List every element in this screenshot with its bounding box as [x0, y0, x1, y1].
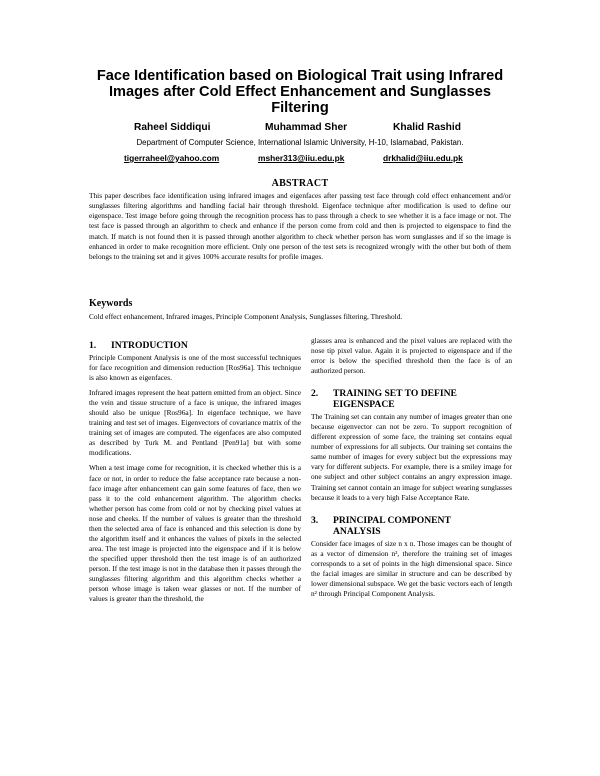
title-line: Face Identification based on Biological Trait using Infrared: [96, 68, 504, 84]
section-heading: [311, 515, 512, 537]
section-number: 3.: [311, 514, 319, 526]
paragraph: Principle Component Analysis is one of the most successful techniques for face recognition and dimension reduction [Ros96a]. This technique is also known as eigenfaces.: [89, 353, 301, 383]
abstract-heading: ABSTRACT: [271, 178, 329, 189]
paragraph: glasses area is enhanced and the pixel values are replaced with the nose tip pixel value. Again it is projected to eigenspace and if the error is below the specified threshold then the face is of an authorized person.: [311, 336, 512, 376]
section-heading: [311, 388, 512, 410]
abstract-text: This paper describes face identification using infrared images and eigenfaces after passing test face through cold effect enhancement and/or sunglasses filtering algorithms and handling facial hair through threshold. Eigenface technique after modification is used to define our eigenspace. Test image before going through the recognition process has to pass through a check to see whether it is a face image or not. The test face is passed through an algorithm to check and enhance if the person come from cold and then is projected to eigenspace to find the match. If match is not found then it is passed through another algorithm to check whether person has worn sunglasses and if so the image is enhanced in order to make recognition more efficient. Only one person of the test sets is recognized wrongly with the other but both of them belongs to the training set and it gives 100% accurate results for profile images.: [89, 191, 511, 261]
author-name: Khalid Rashid: [393, 122, 461, 133]
section-number: 1.: [89, 340, 97, 351]
section-title-cont: EIGENSPACE: [333, 399, 395, 411]
left-column: [89, 340, 301, 609]
author-email[interactable]: msher313@iiu.edu.pk: [258, 153, 345, 163]
section-title: INTRODUCTION: [111, 340, 188, 351]
paragraph: Infrared images represent the heat pattern emitted from an object. Since the vein and tissue structure of a face is unique, the infrared images should also be unique [Ros96a]. In eigenface technique, we have training and test set of images. Eigenvectors of covariance matrix of the training set of images are computed. The eigenfaces are also computed as described by Turk M. and Pentland [Pen91a] but with some modifications.: [89, 388, 301, 458]
paragraph: Consider face images of size n x n. Those images can be thought of as a vector of dimension n², therefore the training set of images corresponds to a set of points in the high dimensional space. Since the facial images are similar in structure and can be described by lower dimensional subspace. We get the basic vectors each of length n² through Principal Component Analysis.: [311, 538, 512, 598]
section-title: PRINCIPAL COMPONENT: [333, 514, 451, 526]
section-heading: [89, 340, 301, 351]
title-line: Filtering: [271, 100, 329, 117]
title-line: Images after Cold Effect Enhancement and Sunglasses: [109, 84, 491, 101]
author-email[interactable]: drkhalid@iiu.edu.pk: [383, 153, 463, 163]
keywords-heading: Keywords: [89, 298, 133, 309]
author-email[interactable]: tigerraheel@yahoo.com: [124, 153, 220, 163]
right-column: [311, 336, 512, 604]
keywords-text: Cold effect enhancement, Infrared images, Principle Component Analysis, Sunglasses filtering, Threshold.: [89, 312, 403, 321]
section-title: TRAINING SET TO DEFINE: [333, 388, 457, 400]
section-number: 2.: [311, 388, 319, 400]
affiliation: Department of Computer Science, International Islamic University, H-10, Islamabad, Pakistan.: [136, 138, 464, 147]
author-name: Muhammad Sher: [265, 122, 348, 133]
paragraph: The Training set can contain any number of images greater than one because eigenvector can not be zero. To support recognition of different expression of some face, the training set contains equal number of expressions for all subjects. Our training set contains the same number of images for every subject but the expressions may vary for different subjects. For example, there is a smiley image for one subject and other subject contains an angry expression image. Training set cannot contain an image for subject wearing sunglasses because it leads to a very high False Acceptance Rate.: [311, 412, 512, 502]
paper-title: [60, 68, 540, 117]
author-name: Raheel Siddiqui: [134, 122, 211, 133]
paragraph: When a test image come for recognition, it is checked whether this is a face or not, in order to reduce the false acceptance rate because a non-face image after enhancement can gain some features of face, then we pass it to the cold enhancement algorithm. The algorithm checks whether person has come from cold or not by checking pixel values at nose and cheeks. If the number of values is greater than the threshold then the selected area of face is enhanced and this selection is done by the algorithm itself and it enhances the values of pixels in the selected area. The test image is projected into the eigenspace and if it is below the specified upper threshold then the test image is of an authorized person. If the test image is not in the database then it passes through the sunglasses filtering algorithm and this algorithm checks whether a person whose image is taken wear glasses or not. If the number of values is greater than the threshold, the: [89, 463, 301, 604]
section-title-cont: ANALYSIS: [333, 525, 381, 537]
